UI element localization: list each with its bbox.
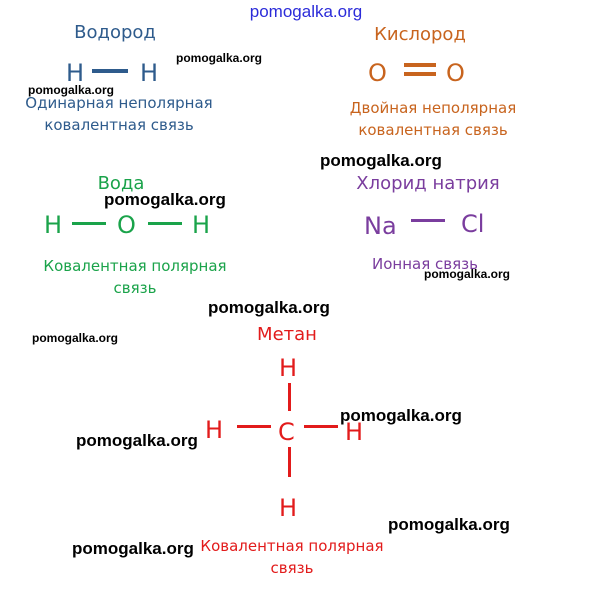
methane-description: [200, 535, 383, 579]
watermark: pomogalka.org: [28, 83, 115, 97]
oxygen-description: [350, 97, 516, 141]
nacl-atom-cl: Cl: [461, 210, 485, 238]
water-bond-left: [72, 222, 106, 225]
watermark: pomogalka.org: [104, 190, 226, 209]
methane-bond-bottom: [288, 447, 291, 477]
oxygen-title: Кислород: [374, 24, 466, 45]
oxygen-double-bond-bottom: [404, 72, 436, 76]
water-atom-left: H: [44, 211, 63, 239]
methane-atom-bottom: H: [279, 494, 298, 522]
watermark: pomogalka.org: [72, 539, 194, 558]
nacl-ionic-bond: [411, 219, 445, 222]
hydrogen-atom-right: H: [140, 59, 159, 87]
water-description: [43, 255, 226, 299]
water-desc-line1: Ковалентная полярная: [43, 257, 227, 275]
oxygen-desc-line2: ковалентная связь: [358, 121, 508, 139]
watermark: pomogalka.org: [388, 515, 510, 534]
water-atom-center: O: [117, 211, 136, 239]
oxygen-double-bond-top: [404, 63, 436, 67]
nacl-title: Хлорид натрия: [356, 173, 500, 194]
hydrogen-atom-left: H: [66, 59, 85, 87]
methane-title: Метан: [257, 324, 317, 345]
methane-atom-left: H: [205, 416, 224, 444]
methane-atom-top: H: [279, 354, 298, 382]
methane-atom-right: H: [345, 418, 364, 446]
header-watermark: pomogalka.org: [249, 2, 363, 21]
watermark: pomogalka.org: [76, 431, 198, 450]
water-bond-right: [148, 222, 182, 225]
watermark: pomogalka.org: [424, 267, 511, 281]
hydrogen-desc-line1: Одинарная неполярная: [25, 94, 213, 112]
hydrogen-title: Водород: [74, 22, 156, 43]
methane-desc-line2: связь: [270, 559, 314, 577]
water-desc-line2: связь: [113, 279, 157, 297]
methane-desc-line1: Ковалентная полярная: [200, 537, 384, 555]
methane-atom-center: C: [278, 418, 295, 446]
water-title: Вода: [97, 173, 145, 194]
water-atom-right: H: [192, 211, 211, 239]
watermark: pomogalka.org: [32, 331, 119, 345]
hydrogen-single-bond: [92, 69, 128, 73]
oxygen-atom-left: O: [368, 59, 387, 87]
watermark: pomogalka.org: [340, 406, 462, 425]
hydrogen-description: [25, 92, 212, 136]
oxygen-desc-line1: Двойная неполярная: [349, 99, 517, 117]
watermark: pomogalka.org: [320, 151, 442, 170]
watermark: pomogalka.org: [176, 51, 263, 65]
methane-bond-left: [237, 425, 271, 428]
watermark: pomogalka.org: [208, 298, 330, 317]
nacl-description: Ионная связь: [372, 255, 478, 273]
oxygen-atom-right: O: [446, 59, 465, 87]
methane-bond-top: [288, 383, 291, 411]
hydrogen-desc-line2: ковалентная связь: [44, 116, 194, 134]
nacl-atom-na: Na: [364, 212, 397, 240]
methane-bond-right: [304, 425, 338, 428]
